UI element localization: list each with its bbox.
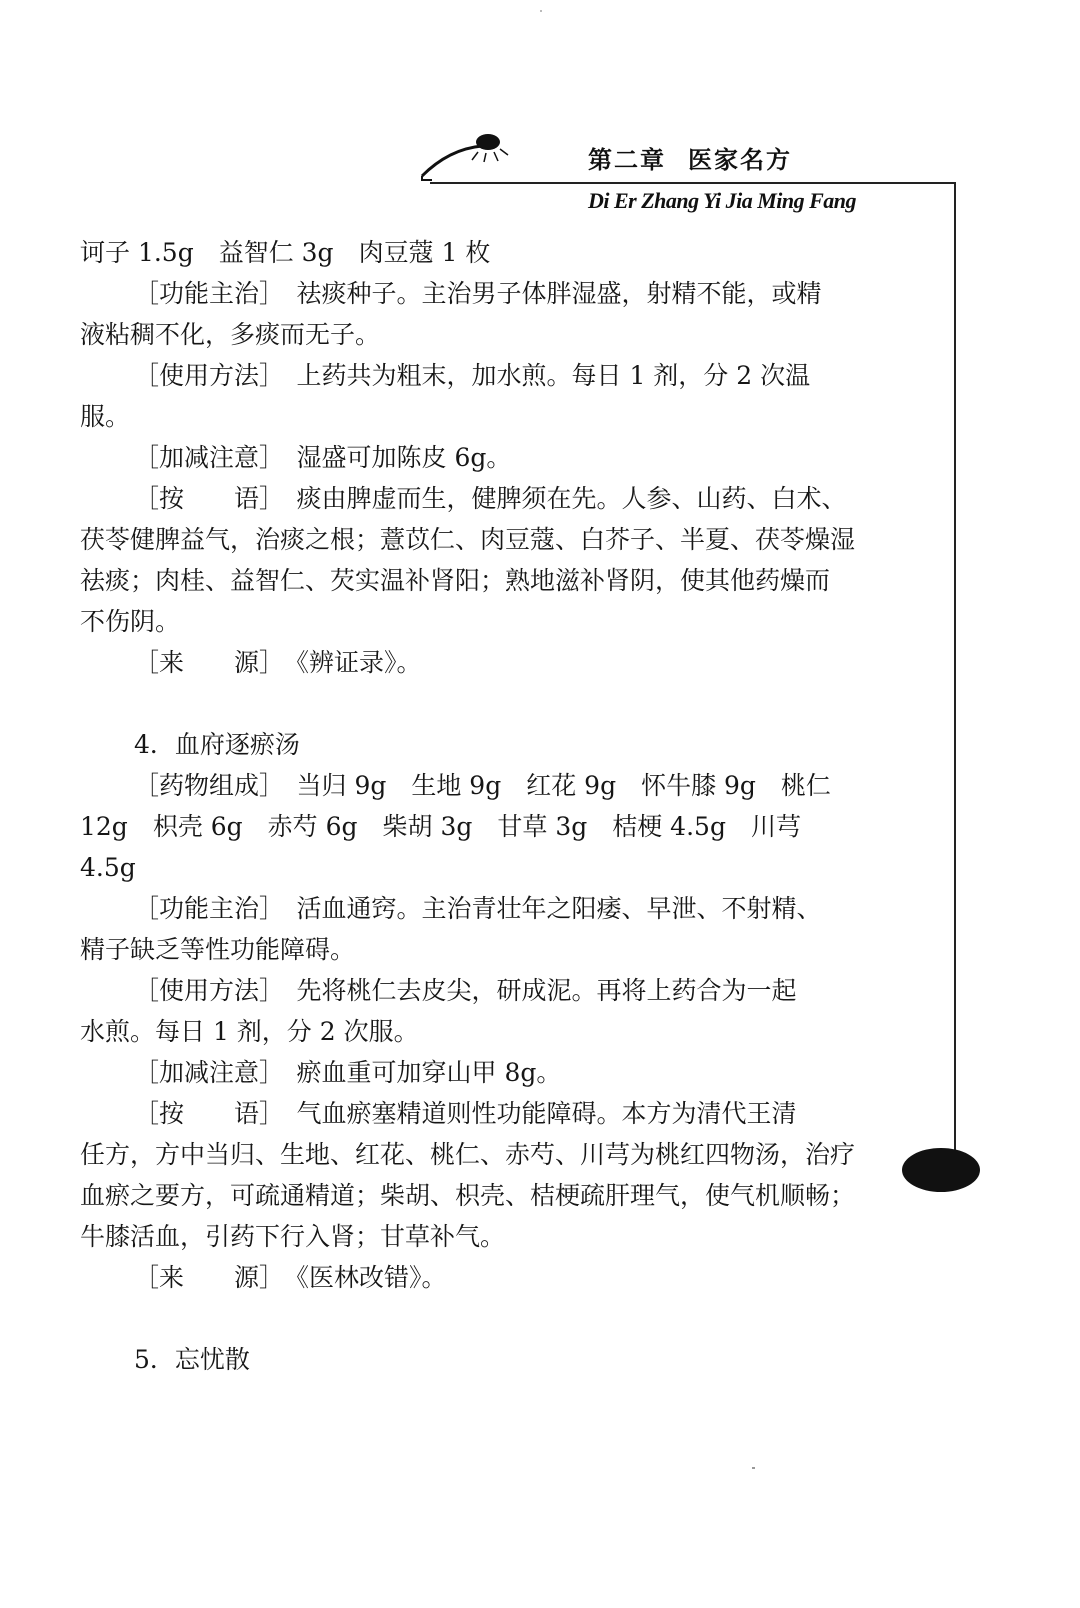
chapter-title: 医家名方 [688,146,792,174]
text-line: 血瘀之要方，可疏通精道；柴胡、枳壳、桔梗疏肝理气，使气机顺畅； [80,1181,856,1210]
header-rule [430,182,956,184]
text-line: ［按 语］ 气血瘀塞精道则性功能障碍。本方为清代王清 [134,1099,797,1128]
text-line: ［来 源］ 《医林改错》。 [134,1263,447,1292]
text-line: 祛痰；肉桂、益智仁、芡实温补肾阳；熟地滋补肾阴，使其他药燥而 [80,566,831,595]
text-line: 诃子 1.5g 益智仁 3g 肉豆蔻 1 枚 [80,238,491,267]
text-line: 精子缺乏等性功能障碍。 [80,935,356,964]
section-heading: 5．忘忧散 [134,1345,250,1374]
text-line: ［加减注意］ 瘀血重可加穿山甲 8g。 [134,1058,562,1087]
lamp-ornament-icon [420,128,530,188]
margin-rule [954,182,956,1182]
text-line: 不伤阴。 [80,607,181,636]
text-line: 4.5g [80,853,136,882]
text-line: ［使用方法］ 先将桃仁去皮尖，研成泥。再将上药合为一起 [134,976,797,1005]
scan-speck [540,10,542,12]
chapter-number: 第二章 [588,146,666,174]
text-line: ［功能主治］ 活血通窍。主治青壮年之阳痿、早泄、不射精、 [134,894,822,923]
thumb-tab-marker [902,1148,980,1192]
text-line: 水煎。每日 1 剂，分 2 次服。 [80,1017,419,1046]
text-line: 液粘稠不化，多痰而无子。 [80,320,381,349]
text-line: 12g 枳壳 6g 赤芍 6g 柴胡 3g 甘草 3g 桔梗 4.5g 川芎 [80,812,801,841]
text-line: 茯苓健脾益气，治痰之根；薏苡仁、肉豆蔻、白芥子、半夏、茯苓燥湿 [80,525,856,554]
text-line: ［按 语］ 痰由脾虚而生，健脾须在先。人参、山药、白术、 [134,484,847,513]
text-line: ［药物组成］ 当归 9g 生地 9g 红花 9g 怀牛膝 9g 桃仁 [134,771,831,800]
chapter-pinyin: Di Er Zhang Yi Jia Ming Fang [588,188,857,213]
text-line: ［来 源］ 《辨证录》。 [134,648,422,677]
text-line: ［加减注意］ 湿盛可加陈皮 6g。 [134,443,512,472]
text-line: 任方，方中当归、生地、红花、桃仁、赤芍、川芎为桃红四物汤，治疗 [80,1140,856,1169]
text-line: 牛膝活血，引药下行入肾；甘草补气。 [80,1222,506,1251]
chapter-heading [588,140,792,175]
text-line: ［功能主治］ 祛痰种子。主治男子体胖湿盛，射精不能，或精 [134,279,822,308]
section-heading: 4．血府逐瘀汤 [134,730,300,759]
scan-speck [752,1467,755,1469]
text-line: 服。 [80,402,131,431]
page-body [80,232,880,1380]
text-line: ［使用方法］ 上药共为粗末，加水煎。每日 1 剂，分 2 次温 [134,361,811,390]
